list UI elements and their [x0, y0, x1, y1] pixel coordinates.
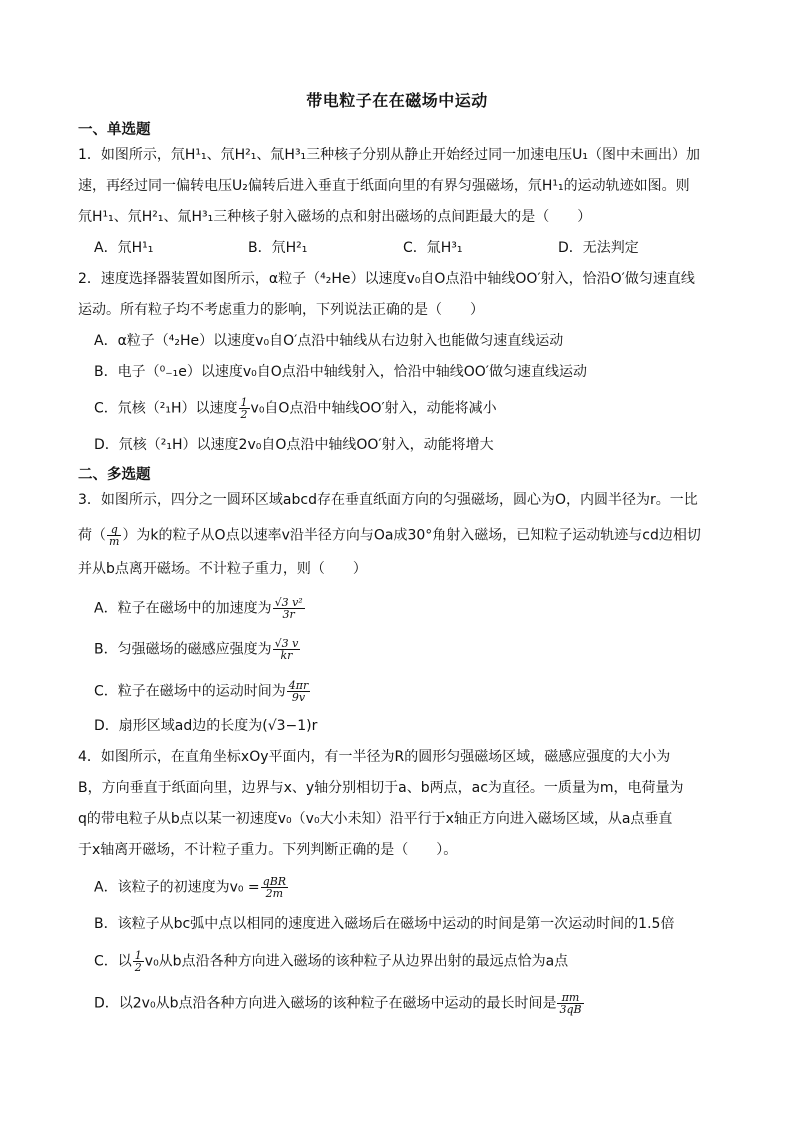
fraction-denominator: m	[109, 535, 120, 548]
q3-option-c-pre: C．粒子在磁场中的运动时间为	[94, 683, 286, 700]
q4-option-d[interactable]	[94, 992, 585, 1015]
q3-option-a-pre: A．粒子在磁场中的加速度为	[94, 600, 272, 617]
q3-option-a-fraction	[273, 597, 305, 620]
fraction-denominator: 2	[240, 408, 248, 421]
q4-option-d-pre: D．以2v₀从b点沿各种方向进入磁场的该种粒子在磁场中运动的最长时间是	[94, 995, 557, 1012]
q3-line2	[78, 524, 718, 547]
fraction-denominator: 2	[134, 961, 142, 974]
fraction-denominator: 3qB	[559, 1003, 582, 1016]
section-heading-single: 一、单选题	[78, 122, 151, 138]
q4-option-c-post: v₀从b点沿各种方向进入磁场的该种粒子从边界出射的最远点恰为a点	[144, 953, 569, 970]
q2-line1: 2．速度选择器装置如图所示，α粒子（⁴₂He）以速度v₀自O点沿中轴线OO′射入，恰沿O′做匀速直线	[78, 271, 695, 287]
q1-option-d[interactable]: D．无法判定	[558, 240, 639, 256]
fraction-numerator: 1	[134, 949, 142, 962]
q4-line4: 于x轴离开磁场，不计粒子重力。下列判断正确的是（ ）。	[78, 842, 458, 858]
fraction-numerator: πm	[557, 992, 583, 1004]
q3-option-b-pre: B．匀强磁场的磁感应强度为	[94, 641, 272, 658]
fraction-numerator: q	[107, 524, 121, 536]
fraction-numerator: 4πr	[288, 679, 309, 692]
q4-option-a-pre: A．该粒子的初速度为v₀ =	[94, 879, 260, 896]
fraction-denominator: kr	[280, 649, 293, 662]
q2-line2: 运动。所有粒子均不考虑重力的影响，下列说法正确的是（ ）	[78, 302, 484, 318]
q3-option-b-fraction	[273, 638, 301, 661]
q2-option-c-post: v₀自O点沿中轴线OO′射入，动能将减小	[250, 400, 497, 417]
fraction-denominator: 2m	[265, 887, 284, 900]
q4-option-d-fraction	[557, 992, 583, 1015]
q4-option-a[interactable]	[94, 876, 289, 899]
fraction-denominator: 3r	[282, 608, 295, 621]
fraction-numerator: qBR	[262, 875, 287, 888]
q3-option-c[interactable]	[94, 680, 311, 703]
fraction-numerator: √3 v	[274, 637, 299, 650]
q3-option-b[interactable]	[94, 638, 301, 661]
q4-option-c[interactable]	[94, 950, 568, 973]
q1-line3: 氘H¹₁、氘H²₁、氚H³₁三种核子射入磁场的点和射出磁场的点间距最大的是（ ）	[78, 209, 592, 225]
fraction-numerator: √3 v²	[274, 596, 303, 609]
section-heading-multi: 二、多选题	[78, 467, 151, 483]
q2-option-a[interactable]: A．α粒子（⁴₂He）以速度v₀自O′点沿中轴线从右边射入也能做匀速直线运动	[94, 333, 564, 349]
q4-option-c-fraction	[133, 950, 144, 973]
q3-option-c-fraction	[287, 680, 311, 703]
q2-option-c[interactable]	[94, 397, 497, 420]
q4-line3: q的带电粒子从b点以某一初速度v₀（v₀大小未知）沿平行于x轴正方向进入磁场区域，从a点垂直	[78, 811, 673, 827]
q3-line3: 并从b点离开磁场。不计粒子重力，则（ ）	[78, 561, 367, 577]
q3-ratio-fraction	[107, 524, 121, 547]
fraction-denominator: 9v	[291, 691, 306, 704]
q3-line1: 3．如图所示，四分之一圆环区域abcd存在垂直纸面方向的匀强磁场，圆心为O，内圆半径为r。一比	[78, 492, 698, 508]
q3-line2-pre: 荷（	[78, 527, 106, 544]
q2-option-b[interactable]: B．电子（⁰₋₁e）以速度v₀自O点沿中轴线射入，恰沿中轴线OO′做匀速直线运动	[94, 364, 587, 380]
q1-line1: 1．如图所示，氘H¹₁、氘H²₁、氚H³₁三种核子分别从静止开始经过同一加速电压U₁（图中未画出）加	[78, 147, 701, 163]
q4-option-a-fraction	[261, 876, 288, 899]
fraction-numerator: 1	[240, 396, 248, 409]
q4-option-b[interactable]: B．该粒子从bc弧中点以相同的速度进入磁场后在磁场中运动的时间是第一次运动时间的1.5倍	[94, 916, 675, 932]
q3-line2-post: ）为k的粒子从O点以速率v沿半径方向与Oa成30°角射入磁场，已知粒子运动轨迹与cd边相切	[122, 527, 701, 544]
q2-option-d[interactable]: D．氘核（²₁H）以速度2v₀自O点沿中轴线OO′射入，动能将增大	[94, 437, 494, 453]
q4-option-c-pre: C．以	[94, 953, 132, 970]
q1-option-a[interactable]: A．氘H¹₁	[94, 240, 154, 256]
q2-option-c-pre: C．氘核（²₁H）以速度	[94, 400, 238, 417]
page-title: 带电粒子在在磁场中运动	[306, 91, 488, 110]
q3-option-a[interactable]	[94, 597, 306, 620]
q1-line2: 速，再经过同一偏转电压U₂偏转后进入垂直于纸面向里的有界匀强磁场，氘H¹₁的运动轨迹如图。则	[78, 178, 690, 194]
q3-option-d[interactable]: D．扇形区域ad边的长度为(√3−1)r	[94, 718, 318, 734]
q1-option-b[interactable]: B．氘H²₁	[248, 240, 308, 256]
q4-line1: 4．如图所示，在直角坐标xOy平面内，有一半径为R的圆形匀强磁场区域，磁感应强度的大小为	[78, 749, 671, 765]
q2-option-c-fraction	[239, 397, 250, 420]
q4-line2: B，方向垂直于纸面向里，边界与x、y轴分别相切于a、b两点，ac为直径。一质量为m，电荷量为	[78, 780, 684, 796]
q1-option-c[interactable]: C．氚H³₁	[403, 240, 463, 256]
